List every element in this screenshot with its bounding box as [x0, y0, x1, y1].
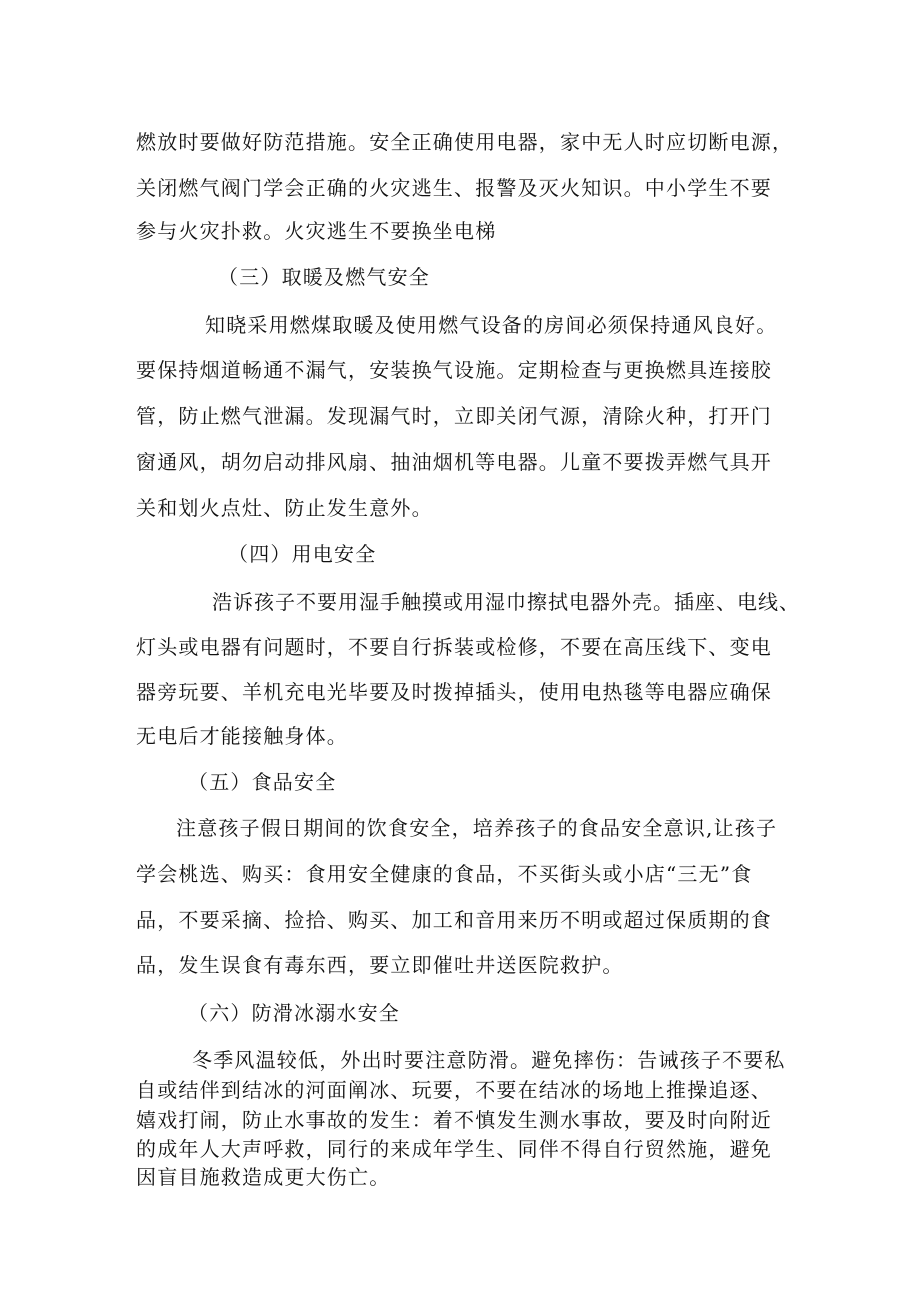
- section-5-heading: （五）食品安全: [188, 770, 337, 794]
- section-6-line-1: 冬季风温较低，外出时要注意防滑。避免摔伤：告诫孩子不要私: [192, 1048, 786, 1072]
- section-6-line-5: 因盲目施救造成更大伤亡。: [136, 1165, 391, 1189]
- section-4-line-1: 浩诉孩子不要用湿手触摸或用湿巾擦拭电器外壳。插座、电线、: [212, 590, 800, 614]
- section-3-line-1: 知晓采用燃煤取暖及使用燃气设备的房间必须保持通风良好。: [205, 313, 778, 337]
- section-6-line-2: 自或结伴到结冰的河面阐冰、玩要，不要在结冰的场地上推操追逐、: [136, 1078, 772, 1102]
- section-6-line-4: 的成年人大声呼救，同行的来成年学生、同伴不得自行贸然施，避免: [136, 1137, 772, 1161]
- section-4-line-3: 器旁玩要、羊机充电光毕要及时拨掉插头，使用电热毯等电器应确保: [136, 680, 772, 704]
- section-6-line-3: 嬉戏打闹，防止水事故的发生：着不慎发生测水事故，要及时向附近: [136, 1108, 772, 1132]
- section-3-heading: （三）取暖及燃气安全: [218, 265, 430, 289]
- section-5-line-4: 品，发生误食有毒东西，要立即催吐井送医院救护。: [136, 953, 624, 977]
- section-5-line-3: 品，不要采摘、捡拾、购买、加工和音用来历不明或超过保质期的食: [136, 908, 772, 932]
- section-3-line-2: 要保持烟道畅通不漏气，安装换气设施。定期检查与更换燃具连接胶: [136, 358, 772, 382]
- section-3-line-3: 管，防止燃气泄漏。发现漏气时，立即关闭气源，清除火种，打开门: [136, 404, 772, 428]
- section-3-line-4: 窗通风，胡勿启动排风扇、抽油烟机等电器。儿童不要拨弄燃气具开: [136, 450, 772, 474]
- section-6-heading: （六）防滑冰溺水安全: [188, 1001, 400, 1025]
- section-3-line-5: 关和划火点灶、防止发生意外。: [136, 496, 433, 520]
- section-5-line-2: 学会桃选、购买：食用安全健康的食品，不买街头或小店“三无”食: [136, 862, 753, 886]
- intro-line-1: 燃放时要做好防范措施。安全正确使用电器，家中无人时应切断电源，: [136, 130, 794, 154]
- section-4-heading: （四）用电安全: [228, 542, 377, 566]
- intro-line-3: 参与火灾扑救。火灾逃生不要换坐电梯: [136, 219, 497, 243]
- intro-line-2: 关闭燃气阀门学会正确的火灾逃生、报警及灭火知识。中小学生不要: [136, 176, 772, 200]
- section-4-line-4: 无电后才能接触身体。: [136, 724, 348, 748]
- section-5-line-1: 注意孩子假日期间的饮食安全，培养孩子的食品安全意识,让孩子: [176, 816, 778, 840]
- section-4-line-2: 灯头或电器有问题时，不要自行拆装或检修，不要在高压线下、变电: [136, 635, 772, 659]
